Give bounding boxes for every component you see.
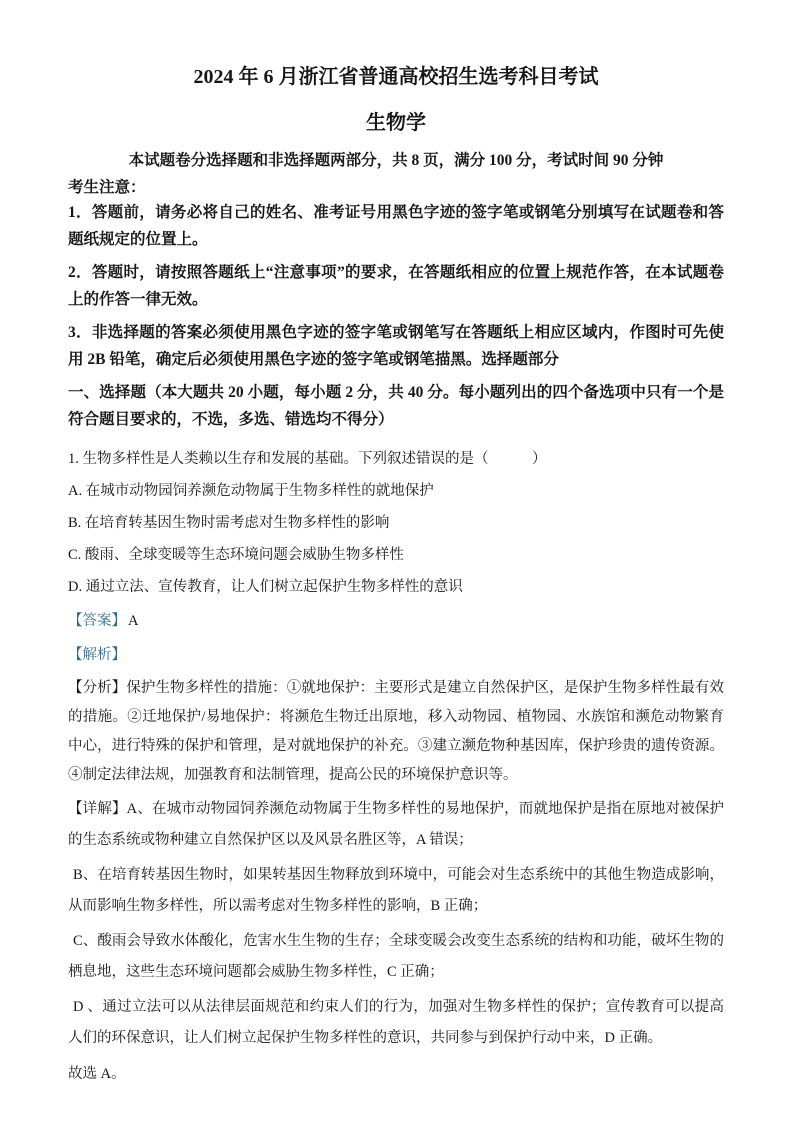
exam-title: 2024 年 6 月浙江省普通高校招生选考科目考试 [193, 66, 599, 88]
analysis-line [68, 645, 724, 665]
question-1-option-d: D. 通过立法、宣传教育，让人们树立起保护生物多样性的意识 [68, 579, 463, 595]
notice-item-3: 3．非选择题的答案必须使用黑色字迹的签字笔或钢笔写在答题纸上相应区域内，作图时可先使用 2B 铅笔，确定后必须使用黑色字迹的签字笔或钢笔描黑。选择题部分 [68, 324, 724, 368]
question-1-option-b: B. 在培育转基因生物时需考虑对生物多样性的影响 [68, 515, 390, 531]
notice-header: 考生注意： [68, 179, 146, 196]
question-1-option-c: C. 酸雨、全球变暖等生态环境问题会威胁生物多样性 [68, 547, 404, 563]
answer-label: 【答案】 [68, 613, 126, 629]
analysis-fenxi-paragraph: 【分析】保护生物多样性的措施：①就地保护：主要形式是建立自然保护区，是保护生物多样性最有效的措施。②迁地保护/易地保护：将濒危生物迁出原地，移入动物园、植物园、水族馆和濒危动物繁育中心，进行特殊的保护和管理，是对就地保护的补充。③建立濒危物种基因库，保护珍贵的遗传资源。④制定法律法规，加强教育和法制管理，提高公民的环境保护意识等。 [68, 680, 724, 783]
question-1-stem: 1. 生物多样性是人类赖以生存和发展的基础。下列叙述错误的是（ ） [68, 451, 547, 467]
detail-paragraph-b: B、在培育转基因生物时，如果转基因生物释放到环境中，可能会对生态系统中的其他生物造成影响，从而影响生物多样性，所以需考虑对生物多样性的影响，B 正确； [68, 867, 724, 914]
exam-subject: 生物学 [366, 112, 426, 134]
question-1-option-a: A. 在城市动物园饲养濒危动物属于生物多样性的就地保护 [68, 483, 434, 499]
exam-info-line: 本试题卷分选择题和非选择题两部分，共 8 页，满分 100 分，考试时间 90 分钟 [128, 152, 664, 169]
analysis-label: 【解析】 [68, 647, 126, 663]
detail-paragraph-d: D 、通过立法可以从法律层面规范和约束人们的行为，加强对生物多样性的保护；宣传教育可以提高人们的环保意识，让人们树立起保护生物多样性的意识，共同参与到保护行动中来，D 正确。 [68, 999, 724, 1046]
conclusion-line: 故选 A。 [68, 1066, 126, 1082]
section-heading-multiple-choice: 一、选择题（本大题共 20 小题，每小题 2 分，共 40 分。每小题列出的四个备选项中只有一个是符合题目要求的，不选，多选、错选均不得分） [68, 384, 724, 428]
notice-item-1: 1．答题前，请务必将自己的姓名、准考证号用黑色字迹的签字笔或钢笔分别填写在试题卷和答题纸规定的位置上。 [68, 204, 724, 248]
detail-paragraph-a: 【详解】A、在城市动物园饲养濒危动物属于生物多样性的易地保护，而就地保护是指在原地对被保护的生态系统或物种建立自然保护区以及风景名胜区等，A 错误； [68, 801, 724, 848]
answer-value: A [128, 613, 139, 629]
detail-paragraph-c: C、酸雨会导致水体酸化，危害水生生物的生存；全球变暖会改变生态系统的结构和功能，破坏生物的栖息地，这些生态环境问题都会威胁生物多样性，C 正确； [68, 933, 724, 980]
answer-line [68, 611, 724, 631]
notice-item-2: 2．答题时，请按照答题纸上“注意事项”的要求，在答题纸相应的位置上规范作答，在本试题卷上的作答一律无效。 [68, 264, 724, 308]
